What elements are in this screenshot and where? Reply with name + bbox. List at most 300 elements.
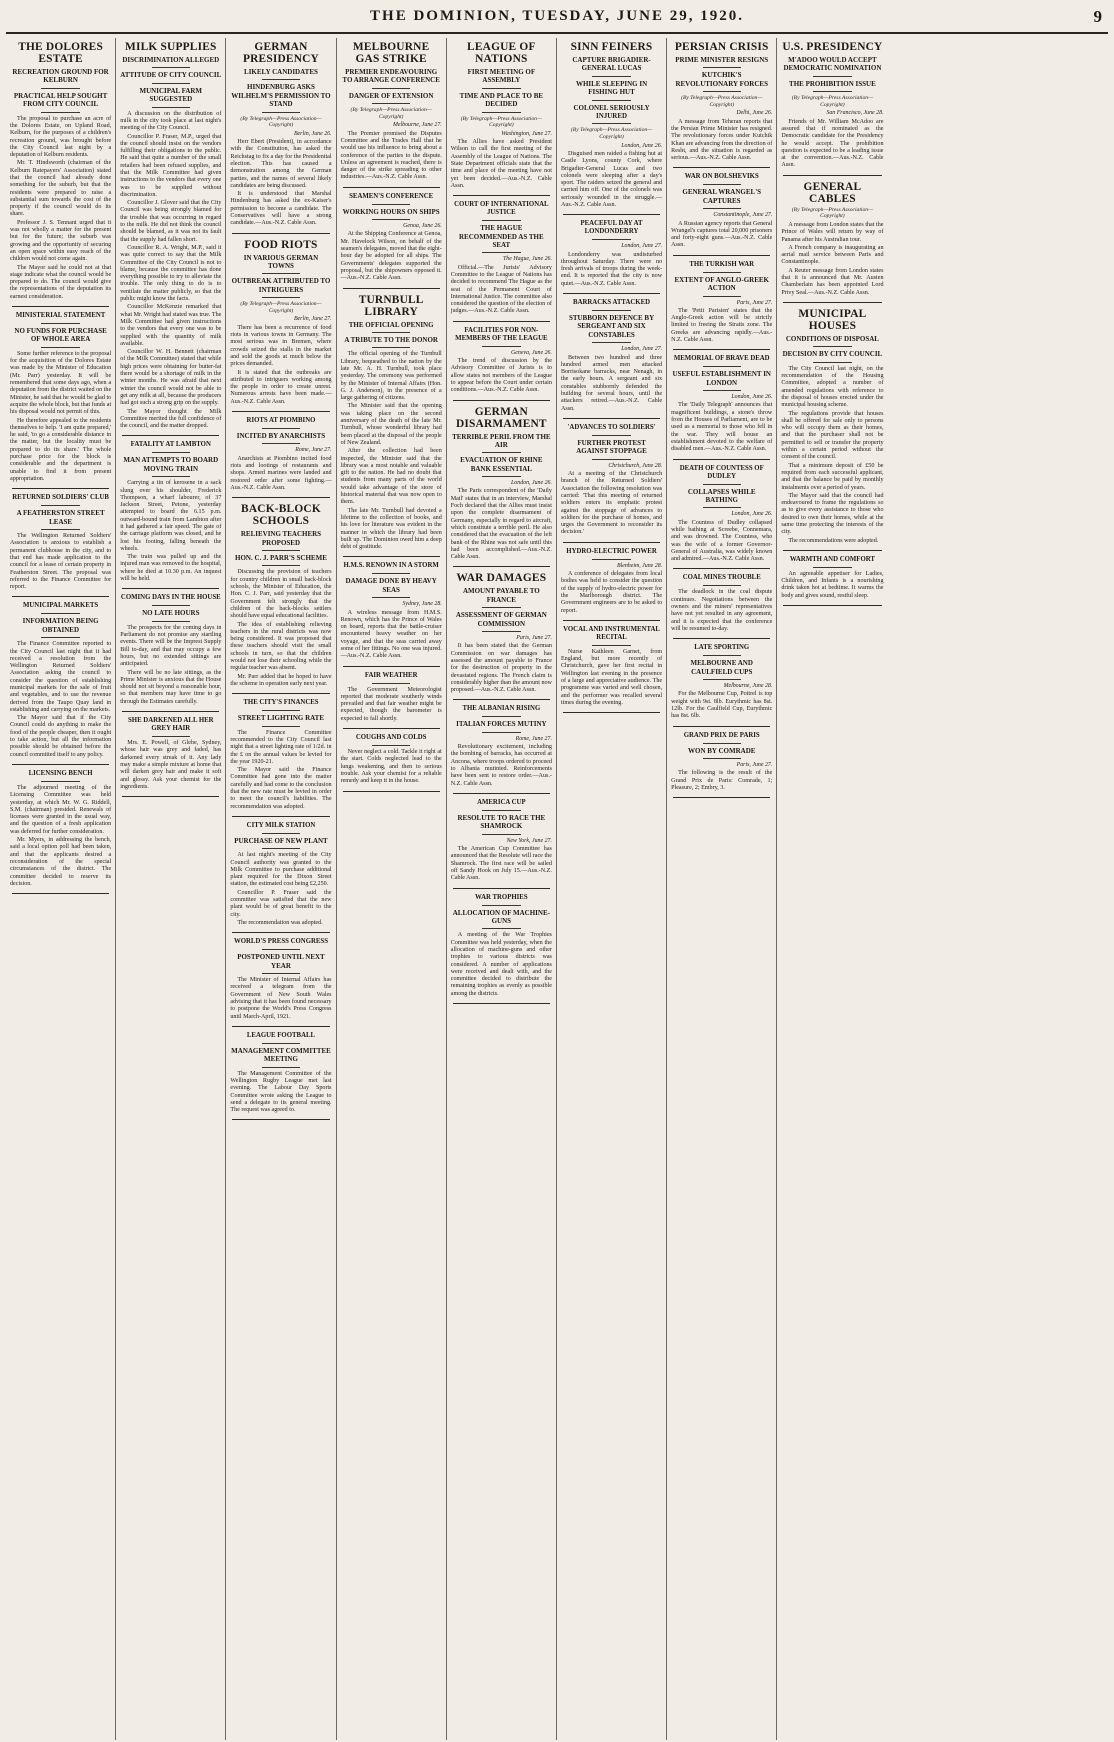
rule-divider — [592, 100, 630, 101]
article-paragraph: Official.—The Jurists' Advisory Committee to the League of Nations has decided to recommend The Hague as the seat of the Permanent Court of International Justice. The committee also considered the question of the election of judges.—Aus.-N.Z. Cable Assn. — [450, 264, 552, 315]
article-body — [451, 358, 552, 394]
article-subheading: DISCRIMINATION ALLEGED — [122, 56, 220, 64]
article-end-rule — [232, 932, 329, 933]
article-end-rule — [563, 293, 660, 294]
article-subheading: MEMORIAL OF BRAVE DEAD — [673, 355, 770, 363]
article — [120, 41, 221, 436]
rule-divider — [703, 743, 741, 744]
article-dateline: Paris, June 27. — [516, 635, 552, 642]
article-subheading: PRIME MINISTER RESIGNS — [675, 56, 769, 64]
article-dateline: Berlin, June 27. — [293, 316, 332, 323]
rule-divider — [592, 76, 630, 77]
article-paragraph: Herr Ebert (President), in accordance with the Constitution, has asked the Reichstag to fix a day for the Presidential election. This has caused a demonstration among the German parties, and the names of several likely candidates are being discussed. — [230, 139, 332, 189]
columns — [6, 38, 1108, 1740]
article-paragraph: It is stated that the outbreaks are attributed to intriguers working among the people in order to create unrest. Numerous arrests have been made.—Aus.-N.Z. Cable Assn. — [230, 369, 332, 405]
article-paragraph: A message from London states that the Prince of Wales will return by way of Panama after his Australian tour. — [781, 221, 884, 243]
article-body — [451, 139, 552, 190]
article-headline: MILK SUPPLIES — [125, 41, 217, 53]
column-7 — [667, 38, 777, 1740]
rule-divider — [482, 716, 520, 717]
article-dateline: London, June 27. — [621, 243, 663, 250]
article-headline: SINN FEINERS — [570, 41, 653, 53]
article-body — [120, 480, 221, 583]
rule-divider — [703, 208, 741, 209]
article-body — [230, 325, 331, 406]
article-headline: LEAGUE OF NATIONS — [467, 41, 536, 65]
article-byline: (By Telegraph—Press Association—Copyright) — [460, 115, 542, 129]
article — [561, 548, 662, 621]
article-body — [561, 649, 662, 707]
page-number: 9 — [1093, 7, 1102, 26]
article-end-rule — [453, 888, 550, 889]
rule-divider — [592, 239, 630, 240]
article — [230, 822, 331, 933]
rule-divider — [41, 529, 79, 530]
rule-divider — [482, 631, 520, 632]
article — [561, 299, 662, 419]
article-subheading: WAR ON BOLSHEVIKS — [684, 173, 759, 181]
article-paragraph: The Premier promised the Disputes Committee and the Trades Hall that he would use his influence to bring about a conference of the parties to the dispute. Unless an agreement is reached, there is danger of the strike spreading to other industries.—Aus.-N.Z. Cable Assn. — [340, 130, 442, 181]
article-end-rule — [122, 711, 219, 712]
article — [341, 193, 442, 289]
article-end-rule — [232, 233, 329, 234]
article-body — [341, 351, 442, 551]
article-paragraph: Mr. T. Hindsworth (chairman of the Kelburn Ratepayers' Association) stated that the council had already done something for the suburb, but that the residents were prepared to raise a substantial sum towards the cost of the property if the council would do its share. — [10, 160, 112, 218]
article-paragraph: Carrying a tin of kerosene in a sack slung over his shoulder, Frederick Thompson, a wharf labourer, of 37 Jackson Street, Petone, yesterday attempted to board the 6.15 p.m. outward-bound train from Lambton after it had gathered a fair speed. The gate of the carriage platform was closed, and he lost his footing, falling beneath the wheels. — [120, 480, 222, 552]
article — [120, 441, 221, 589]
article-paragraph: The trend of discussion by the Advisory Committee of Jurists is to allow states not members of the League to appear before the Court under certain conditions.—Aus.-N.Z. Cable Assn. — [450, 358, 552, 394]
article-subheading: PREMIER ENDEAVOURING TO ARRANGE CONFERENCE — [342, 68, 440, 85]
rule-divider — [262, 273, 300, 274]
article-subheading: INFORMATION BEING OBTAINED — [22, 617, 99, 634]
rule-divider — [482, 476, 520, 477]
article-end-rule — [563, 214, 660, 215]
article-end-rule — [563, 712, 660, 713]
article-body — [561, 355, 662, 413]
article-end-rule — [673, 568, 770, 569]
article — [451, 41, 552, 196]
rule-divider — [703, 67, 741, 68]
article — [561, 41, 662, 215]
article-subheading: SHE DARKENED ALL HER GREY HAIR — [128, 717, 214, 733]
masthead — [6, 4, 1108, 34]
rule-divider — [482, 220, 520, 221]
article-end-rule — [232, 693, 329, 694]
article-paragraph: Mr. Myers, in addressing the bench, said a local option poll had been taken, and that the applicants desired a reconsideration of the special circumstances of the district. The committee decided to reserve its decision. — [10, 837, 112, 887]
article-dateline: Geneva, June 26. — [511, 349, 552, 356]
article-paragraph: A conference of delegates from local bodies was held to consider the question of the supply of hydro-electric power for the Marlborough district. The Government engineers are to be asked to report. — [560, 571, 663, 614]
article-paragraph: It is understood that Marshal Hindenburg has asked the ex-Kaiser's permission to become a candidate. The Conservatives will have a strong candidate.—Aus.-N.Z. Cable Assn. — [230, 191, 332, 227]
rule-divider — [262, 726, 300, 727]
article-paragraph: The deadlock in the coal dispute continues. Negotiations between the owners and the miners' representatives have not yet resulted in any agreement, and it is expected that the conference will be resumed to-day. — [671, 589, 773, 632]
article-subheading: THE PROHIBITION ISSUE — [789, 79, 876, 88]
article-body — [451, 643, 552, 694]
article-subheading: FIRST MEETING OF ASSEMBLY — [467, 68, 536, 85]
rule-divider — [262, 565, 300, 566]
article-end-rule — [343, 556, 440, 557]
article-end-rule — [232, 497, 329, 498]
article-end-rule — [673, 797, 770, 798]
article-subheading: FURTHER PROTEST AGAINST STOPPAGE — [576, 438, 647, 456]
article-subheading: BARRACKS ATTACKED — [573, 299, 651, 307]
rule-divider — [262, 949, 300, 950]
rule-divider — [41, 505, 79, 506]
article-paragraph: Between two hundred and three hundred armed men attacked Borrisokane barracks, near Nenagh, in the early hours. A sergeant and six constables stubbornly defended the building for several hours, until the attackers retired.—Aus.-N.Z. Cable Assn. — [560, 354, 663, 412]
article-paragraph: A wireless message from H.M.S. Renown, which has the Prince of Wales on board, reports that the battle-cruiser encountered heavy weather on her voyage, and that the seas carried away some of her fittings. No one was injured.—Aus.-N.Z. Cable Assn. — [340, 609, 442, 660]
rule-divider — [372, 88, 410, 89]
article-paragraph: Never neglect a cold. Tackle it right at the start. Colds neglected lead to the lungs weakening, and then to serious trouble. Ask your chemist for a reliable remedy and keep it in the house. — [340, 749, 442, 785]
rule-divider — [482, 810, 520, 811]
article-subheading: IN VARIOUS GERMAN TOWNS — [243, 253, 319, 271]
article-body — [671, 221, 772, 250]
article-subheading: NO LATE HOURS — [142, 609, 200, 618]
article-body — [10, 116, 111, 301]
article-body — [671, 691, 772, 720]
rule-divider — [262, 443, 300, 444]
article-end-rule — [673, 726, 770, 727]
rule-divider — [592, 645, 630, 646]
article-paragraph: The late Mr. Turnbull had devoted a lifetime to the collection of books, and his love for literature was evident in the manner in which the library had been built up. The Dominion owed him a deep debt of gratitude. — [340, 507, 442, 551]
article — [230, 417, 331, 498]
article-paragraph: That a minimum deposit of £50 be required from each successful applicant, and that the balance be paid by monthly instalments over a period of years. — [781, 462, 884, 491]
article-body — [451, 932, 552, 998]
article-subheading: KUTCHIK'S REVOLUTIONARY FORCES — [675, 71, 768, 88]
article-subheading: WARMTH AND COMFORT — [789, 555, 875, 563]
article-end-rule — [783, 175, 881, 176]
article-paragraph: The Mayor said that the council had endeavoured to frame the regulations so as to give every assistance to those who desired to own their homes, while at the same time protecting the interests of the city. — [781, 492, 884, 536]
masthead-title: THE DOMINION, TUESDAY, JUNE 29, 1920. — [370, 8, 744, 24]
article — [341, 672, 442, 729]
article-subheading: COLONEL SERIOUSLY INJURED — [573, 103, 650, 121]
article-subheading: MUNICIPAL FARM SUGGESTED — [139, 86, 203, 104]
article-paragraph: The following is the result of the Grand Prix de Paris: Comrade, 1; Pleasure, 2; Embry, 3. — [671, 770, 773, 791]
article-subheading: RETURNED SOLDIERS' CLUB — [12, 494, 109, 502]
article-headline: BACK-BLOCK SCHOOLS — [241, 503, 321, 528]
rule-divider — [262, 710, 300, 711]
article-dateline: London, June 27. — [621, 346, 663, 353]
article-paragraph: At the Shipping Conference at Genoa, Mr. Havelock Wilson, on behalf of the seamen's delegates, moved that the eight-hour day be adopted for all ships. The Governments' delegates supported the proposal, but the shipowners opposed it.—Aus.-N.Z. Cable Assn. — [340, 231, 442, 282]
rule-divider — [152, 107, 190, 108]
article — [230, 938, 331, 1027]
article-paragraph: Revolutionary excitement, including the bombing of barracks, has occurred at Ancona, where troops ordered to proceed to Albania mutinied. Reinforcements have been sent to restore order.—Aus.-N.Z. Cable Assn. — [450, 744, 552, 787]
article-subheading: COAL MINES TROUBLE — [682, 574, 761, 582]
article-subheading: POSTPONED UNTIL NEXT YEAR — [237, 953, 325, 970]
article-paragraph: Some further reference to the proposal for the acquisition of the Dolores Estate was made by the Minister of Education (Mr. Parr) yesterday. It will be remembered that some days ago, when a deputation from the district waited on the Minister, he said that he would be glad to acquire the whole block, but that funds at his disposal would not permit of this. — [10, 350, 112, 416]
article-paragraph: There will be no late sittings, as the Prime Minister is anxious that the House should not sit beyond a reasonable hour, so that members may have time to go through the Estimates carefully. — [120, 669, 222, 705]
article-paragraph: The Allies have asked President Wilson to call the first meeting of the Assembly of the League of Nations. The State Department officials state that the time and place of the meeting have not yet been decided.—Aus.-N.Z. Cable Assn. — [450, 139, 552, 189]
article — [451, 406, 552, 568]
article — [230, 699, 331, 817]
article-dateline: Delhi, June 26. — [736, 110, 773, 117]
article-subheading: THE ALBANIAN RISING — [462, 705, 541, 713]
article-headline: GERMAN DISARMAMENT — [455, 405, 547, 430]
article — [671, 732, 772, 799]
article-body — [671, 589, 772, 633]
article-end-rule — [453, 321, 550, 322]
rule-divider — [482, 905, 520, 906]
article-end-rule — [453, 195, 550, 196]
article-end-rule — [343, 666, 440, 667]
article — [451, 572, 552, 700]
article-body — [451, 846, 552, 882]
article-end-rule — [563, 418, 660, 419]
article — [341, 562, 442, 666]
article-end-rule — [563, 542, 660, 543]
article — [561, 626, 662, 713]
article-subheading: AMOUNT PAYABLE TO FRANCE — [462, 587, 540, 604]
article-subheading: WON BY COMRADE — [688, 746, 756, 755]
article-subheading: PEACEFUL DAY AT LONDONDERRY — [580, 220, 643, 236]
article — [10, 494, 111, 597]
article-dateline: Rome, June 27. — [515, 735, 552, 742]
rule-divider — [41, 347, 79, 348]
article — [230, 41, 331, 234]
rule-divider — [703, 679, 741, 680]
article-paragraph: Councillor R. A. Wright, M.P., said it was quite correct to say that the Milk Committee of the City Council is not to blame, because the committee has done everything possible to try to alleviate the trouble. The only thing to do is to ventilate the matter publicly, so that the public might know the facts. — [120, 244, 222, 303]
article-end-rule — [453, 400, 550, 401]
rule-divider — [41, 637, 79, 638]
article-body — [230, 977, 331, 1021]
rule-divider — [372, 219, 410, 220]
rule-divider — [372, 332, 410, 333]
article-headline: MUNICIPAL HOUSES — [798, 307, 867, 332]
article-dateline: Sydney, June 28. — [402, 601, 442, 608]
article-end-rule — [453, 1003, 550, 1004]
article-paragraph: The Management Committee of the Wellington Rugby League met last evening. The Labour Day Sports Committee wrote asking the League to send a delegate to its general meeting. The request was agreed to. — [230, 1070, 332, 1114]
article-subheading: TIME AND PLACE TO BE DECIDED — [459, 91, 544, 109]
article-paragraph: The official opening of the Turnbull Library, bequeathed to the nation by the late Mr. A. H. Turnbull, took place yesterday. The ceremony was performed by the Minister of Internal Affairs (Hon. G. J. Anderson), in the presence of a large gathering of citizens. — [340, 351, 442, 402]
article-subheading: DECISION BY CITY COUNCIL — [782, 350, 883, 359]
article-paragraph: Friends of Mr. William McAdoo are assured that if nominated as the Democratic candidate for the Presidency he would accept. The prohibition question is expected to be a leading issue at the convention.—Aus.-N.Z. Cable Assn. — [781, 118, 884, 169]
rule-divider — [262, 1067, 300, 1068]
article-subheading: LIKELY CANDIDATES — [244, 68, 318, 76]
article-dateline: Genoa, June 26. — [403, 223, 442, 230]
article-paragraph: The recommendations were adopted. — [788, 537, 879, 544]
article-paragraph: Mrs. E. Powell, of Glebe, Sydney, whose hair was grey and faded, has darkened every streak of it. Any lady may make a simple mixture at home that will darken grey hair and make it soft and glossy. Ask your chemist for the ingredients. — [120, 740, 222, 790]
article-paragraph: The Paris correspondent of the 'Daily Mail' states that in an interview, Marshal Foch declared that the Allies must insist upon the complete disarmament of Germany, especially in regard to aircraft, which constitute a terrible peril. He also considered that the evacuation of the left bank of the Rhine was not safe until this had been accomplished.—Aus.-N.Z. Cable Assn. — [450, 488, 552, 561]
article-subheading: GRAND PRIX DE PARIS — [683, 731, 760, 739]
rule-divider — [152, 736, 190, 737]
rule-divider — [152, 621, 190, 622]
article-body — [341, 610, 442, 661]
article-body — [10, 533, 111, 591]
article-paragraph: The American Cup Committee has announced that the Resolute will race the Shamrock. The first race will be sailed off Sandy Hook on July 15.—Aus.-N.Z. Cable Assn. — [450, 846, 552, 882]
article-byline: (By Telegraph—Press Association—Copyright) — [240, 115, 322, 129]
article-subheading: RESOLUTE TO RACE THE SHAMROCK — [457, 813, 546, 831]
article-body — [671, 770, 772, 792]
article-dateline: London, June 26. — [621, 142, 663, 149]
article-dateline: Melbourne, June 28. — [723, 683, 773, 690]
article-body — [781, 571, 883, 600]
article-dateline: The Hague, June 26. — [503, 256, 552, 263]
article-subheading: 'ADVANCES TO SOLDIERS' — [567, 423, 656, 431]
rule-divider — [703, 366, 741, 367]
article-paragraph: An agreeable appetiser for Ladies, Children, and Infants is a nourishing drink taken hot at bedtime. It warms the body and gives sound, restful sleep. — [781, 570, 884, 599]
article-subheading: THE CITY'S FINANCES — [243, 699, 319, 707]
column-4 — [337, 38, 447, 1740]
article — [671, 644, 772, 726]
article — [451, 894, 552, 1004]
article-paragraph: The 'Daily Telegraph' announces that magnificent buildings, a stone's throw from the Houses of Parliament, are to be used as a memorial to those who fell in the war. They will house an establishment devoted to the welfare of disabled men.—Aus.-N.Z. Cable Assn. — [671, 402, 773, 453]
article-paragraph: The regulations provide that houses shall be offered for sale only to persons who will occupy them as their homes, and that the purchaser shall not be permitted to sell or transfer the property within a certain period without the consent of the council. — [781, 410, 884, 461]
rule-divider — [372, 347, 410, 348]
article-headline: MELBOURNE GAS STRIKE — [352, 41, 430, 65]
article-subheading: A TRIBUTE TO THE DONOR — [344, 335, 438, 344]
article-subheading: ALLOCATION OF MACHINE-GUNS — [452, 908, 550, 925]
article — [781, 181, 883, 303]
article-end-rule — [122, 588, 219, 589]
article-body — [451, 265, 552, 316]
article-headline: PERSIAN CRISIS — [674, 41, 769, 53]
article-paragraph: Londonderry was undisturbed throughout Saturday. There were no fresh arrivals of troops during the week-end. It is reported that the city is now quiet.—Aus.-N.Z. Cable Assn. — [560, 251, 663, 287]
rule-divider — [813, 91, 852, 92]
rule-divider — [482, 88, 520, 89]
article-subheading: RELIEVING TEACHERS PROPOSED — [240, 530, 322, 547]
article-body — [230, 569, 331, 688]
article-subheading: DEATH OF COUNTESS OF DUDLEY — [679, 464, 764, 480]
rule-divider — [262, 973, 300, 974]
article-body — [341, 231, 442, 282]
article-subheading: COMING DAYS IN THE HOUSE — [120, 594, 221, 602]
article-paragraph: The proposal to purchase an acre of the Dolores Estate, on Upland Road, Kelburn, for the purposes of a children's recreation ground, was brought before the City Council last night by a deputation of Kelburn residents. — [10, 115, 112, 159]
article-dateline: Paris, June 27. — [736, 299, 773, 306]
article — [671, 355, 772, 459]
article-subheading: ATTITUDE OF CITY COUNCIL — [120, 71, 222, 80]
rule-divider — [592, 435, 630, 436]
article-paragraph: The Mayor said he could not at that stage indicate what the council would be prepared to do. The council would give the representations of the deputation its earnest consideration. — [10, 264, 112, 300]
article-paragraph: Anarchists at Piombino incited food riots and lootings of restaurants and shops. Armed marines were landed and restored order after some fighting.—Aus.-N.Z. Cable Assn. — [230, 455, 332, 491]
rule-divider — [592, 459, 630, 460]
article-subheading: WORKING HOURS ON SHIPS — [342, 207, 440, 216]
rule-divider — [703, 507, 741, 508]
article-subheading: INCITED BY ANARCHISTS — [236, 432, 326, 441]
article-end-rule — [12, 596, 109, 597]
article-end-rule — [783, 302, 881, 303]
article — [230, 503, 331, 694]
article-end-rule — [453, 699, 550, 700]
article — [10, 602, 111, 765]
rule-divider — [372, 573, 410, 574]
article-body — [10, 351, 111, 483]
column-8 — [777, 38, 887, 1740]
article-headline: WAR DAMAGES — [456, 572, 547, 585]
rule-divider — [262, 428, 300, 429]
article-paragraph: Councillor P. Fraser said the committee was satisfied that the new plant would be of great benefit to the city. — [230, 889, 332, 918]
article-paragraph: Councillor P. Fraser, M.P., urged that the council should insist on the vendors fulfilling their obligations to the public. He said that quite a number of the small retailers had been refused supplies, and that the Milk Committee had given instructions to the vendors that every one was to be supplied without discrimination. — [120, 133, 222, 198]
article-body — [781, 119, 883, 170]
article-end-rule — [673, 459, 770, 460]
article-subheading: CONDITIONS OF DISPOSAL — [785, 334, 879, 343]
article-body — [451, 488, 552, 561]
article-subheading: USEFUL ESTABLISHMENT IN LONDON — [672, 370, 771, 387]
article-paragraph: Councillor W. H. Bennett (chairman of the Milk Committee) stated that while high prices were obtaining for butter-fat there would be a shortage of milk in the winter months. He was afraid that next winter the council would not be able to get any milk at all, because the producers had got such a strong grip on the supply. — [120, 349, 222, 407]
article-byline: (By Telegraph—Press Association—Copyright) — [791, 95, 874, 108]
column-1 — [6, 38, 116, 1740]
column-6 — [557, 38, 667, 1740]
article-byline: (By Telegraph—Press Association—Copyright) — [681, 95, 763, 108]
rule-divider — [262, 848, 300, 849]
article-dateline: London, June 26. — [731, 394, 773, 401]
article-paragraph: The City Council last night, on the recommendation of the Housing Committee, adopted a number of amended regulations with reference to the disposal of houses erected under the municipal housing scheme. — [781, 365, 884, 409]
article-dateline: Constantinople, June 27. — [713, 212, 773, 219]
article-paragraph: Disguised men raided a fishing hut at Castle Lyons, county Cork, where Brigadier-General Lucas and two colonels were sleeping after a day's sport. The raiders seized the general and carried him off. One of the colonels was seriously wounded in the struggle.—Aus.-N.Z. Cable Assn. — [560, 150, 663, 208]
article — [781, 556, 883, 606]
article — [451, 327, 552, 401]
rule-divider — [592, 559, 630, 560]
article-body — [781, 222, 883, 297]
article-paragraph: He therefore appealed to the residents themselves to help. 'I am quite prepared,' he said, 'to go a considerable distance in the matter, but the locality must be prepared to do its share.' The whole purchase price for the block is considerable and the department is unable to find it from present appropriation. — [10, 417, 112, 482]
article-end-rule — [783, 605, 881, 606]
article-body — [230, 1071, 331, 1115]
article-subheading: LATE SPORTING — [694, 644, 750, 652]
article-dateline: Melbourne, June 27. — [393, 122, 442, 129]
article-headline: GERMAN PRESIDENCY — [242, 41, 319, 65]
article-subheading: PRACTICAL HELP SOUGHT FROM CITY COUNCIL — [13, 91, 108, 109]
article — [781, 308, 883, 551]
article-subheading: A FEATHERSTON STREET LEASE — [16, 509, 105, 526]
article — [120, 717, 221, 797]
article-paragraph: The adjourned meeting of the Licensing Committee was held yesterday, at which Mr. W. G. Riddell, S.M. (chairman) presided. Renewals of licenses were granted in the usual way, and the question of a fresh application was deferred for further consideration. — [10, 784, 112, 835]
rule-divider — [703, 585, 741, 586]
rule-divider — [703, 296, 741, 297]
article-subheading: HON. C. J. PARR'S SCHEME — [235, 554, 327, 563]
article-end-rule — [673, 255, 770, 256]
article-body — [561, 471, 662, 537]
article-subheading: CAPTURE BRIGADIER-GENERAL LUCAS — [572, 56, 651, 73]
article-dateline: Paris, June 27. — [736, 761, 773, 768]
article-subheading: AMERICA CUP — [477, 798, 526, 806]
article-end-rule — [12, 488, 109, 489]
rule-divider — [262, 1043, 300, 1044]
rule-divider — [262, 112, 300, 113]
article-paragraph: The Finance Committee recommended to the City Council last night that a street lighting rate of 1/2d. in the £ on the annual values be levied for the year 1920-21. — [230, 729, 332, 765]
rule-divider — [482, 112, 520, 113]
article-paragraph: A message from Teheran reports that the Persian Prime Minister has resigned. The revolutionary forces under Kutchik Khan are advancing from the direction of Resht, and the situation is regarded as serious.—Aus.-N.Z. Cable Assn. — [671, 118, 773, 162]
article-body — [10, 785, 111, 888]
article-paragraph: After the collection had been inspected, the Minister said that the library was a most notable and valuable gift to the nation. He had no doubt that students from many parts of the world would take advantage of the store of historical material that was now open to them. — [340, 448, 442, 506]
rule-divider — [41, 112, 79, 113]
article-headline: FOOD RIOTS — [244, 238, 318, 251]
article-paragraph: At last night's meeting of the City Council authority was granted to the Milk Committee to purchase additional plant required for the Dixon Street station, the estimated cost being £2,250. — [230, 852, 332, 888]
rule-divider — [152, 605, 190, 606]
article-body — [120, 111, 221, 431]
article-end-rule — [12, 306, 109, 307]
rule-divider — [703, 184, 741, 185]
article — [10, 770, 111, 894]
rule-divider — [41, 781, 79, 782]
article-body — [341, 749, 442, 785]
article-body — [230, 456, 331, 492]
article-body — [671, 119, 772, 163]
article-subheading: COUGHS AND COLDS — [355, 734, 427, 742]
article-body — [561, 151, 662, 209]
article-paragraph: The Mayor thought the Milk Committee merited the full confidence of the council, and the matter dropped. — [120, 408, 222, 430]
article-subheading: DANGER OF EXTENSION — [348, 91, 434, 100]
article-paragraph: At a meeting of the Christchurch branch of the Returned Soldiers' Association the following resolution was carried: 'That this meeting of returned soldiers enters its emphatic protest against the stoppage of advances to soldiers for the purchase of homes, and urges the Government to reconsider its decision.' — [560, 471, 663, 536]
article-dateline: New York, June 27. — [506, 837, 552, 844]
article-paragraph: The recommendation was adopted. — [237, 919, 323, 926]
rule-divider — [152, 83, 190, 84]
article — [10, 312, 111, 489]
rule-divider — [813, 76, 852, 77]
article-dateline: Washington, June 27. — [501, 130, 552, 137]
article-paragraph: There has been a recurrence of food riots in various towns in Germany. The most serious was in Bremen, where crowds seized the stalls in the market and sold the goods at much below the prices demanded. — [230, 324, 332, 368]
article-headline: THE DOLORES ESTATE — [18, 41, 103, 65]
article — [120, 594, 221, 712]
article-body — [451, 744, 552, 788]
article-end-rule — [232, 816, 329, 817]
article-subheading: ASSESSMENT OF GERMAN COMMISSION — [455, 611, 547, 628]
